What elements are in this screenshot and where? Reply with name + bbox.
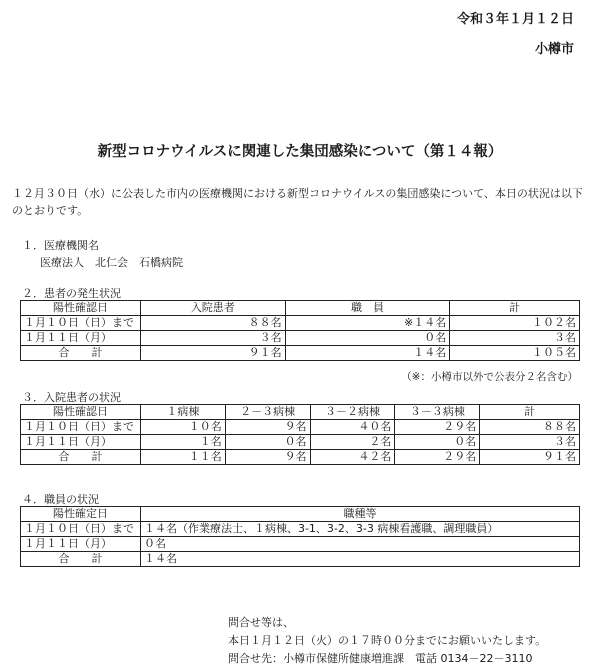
section2-heading: ２．患者の発生状況 [22,287,121,300]
detail-cell: １４名 [140,552,579,567]
staff-status-table [20,506,580,567]
table-header-row [21,405,580,420]
date-cell: １月１０日（日）まで [21,316,141,331]
table-row [21,316,580,331]
value-cell: １０２名 [450,316,580,331]
value-cell: ３名 [140,331,285,346]
value-cell: ８８名 [480,420,580,435]
intro-paragraph: １２月３０日（水）に公表した市内の医療機関における新型コロナウイルスの集団感染について、本日の状況は以下のとおりです。 [12,187,583,217]
value-cell: ９名 [225,450,310,465]
table-note: （※：小樽市以外で公表分２名含む） [401,371,578,383]
value-cell: ９１名 [480,450,580,465]
header-cell: ３－３病棟 [395,405,480,420]
header-cell: 陽性確定日 [21,507,141,522]
contact-intro: 問合せ等は、 [228,616,294,629]
inpatient-status-table [20,404,580,465]
table-total-row [21,346,580,361]
total-label: 合 計 [21,450,141,465]
header-cell: 職種等 [140,507,579,522]
date-cell: １月１１日（月） [21,435,141,450]
table-row [21,331,580,346]
value-cell: ８８名 [140,316,285,331]
value-cell: ０名 [225,435,310,450]
value-cell: １０５名 [450,346,580,361]
table-header-row [21,301,580,316]
section3-heading: ３．入院患者の状況 [22,391,121,404]
value-cell: ９名 [225,420,310,435]
table-total-row [21,552,580,567]
section1-heading: １．医療機関名 [22,239,99,252]
header-cell: １病棟 [140,405,225,420]
header-cell: 陽性確認日 [21,301,141,316]
value-cell: ４０名 [310,420,395,435]
contact-info: 問合せ先：小樽市保健所健康増進課 電話 0134－22－3110 [228,652,533,665]
value-cell: ０名 [395,435,480,450]
table-row [21,537,580,552]
value-cell: ３名 [450,331,580,346]
table-row [21,435,580,450]
value-cell: ９１名 [140,346,285,361]
document-title: 新型コロナウイルスに関連した集団感染について（第１４報） [97,144,503,160]
facility-name: 医療法人 北仁会 石橋病院 [40,256,183,269]
value-cell: ※１４名 [285,316,450,331]
table-header-row [21,507,580,522]
value-cell: ０名 [285,331,450,346]
value-cell: ３名 [480,435,580,450]
total-label: 合 計 [21,346,141,361]
value-cell: １名 [140,435,225,450]
value-cell: ２９名 [395,450,480,465]
total-label: 合 計 [21,552,141,567]
table-row [21,420,580,435]
header-cell: 計 [450,301,580,316]
value-cell: ２名 [310,435,395,450]
value-cell: １４名 [285,346,450,361]
value-cell: ４２名 [310,450,395,465]
table-row [21,522,580,537]
header-cell: 入院患者 [140,301,285,316]
header-cell: ２－３病棟 [225,405,310,420]
date-cell: １月１０日（日）まで [21,420,141,435]
date-cell: １月１０日（日）まで [21,522,141,537]
value-cell: １０名 [140,420,225,435]
value-cell: ２９名 [395,420,480,435]
date-cell: １月１１日（月） [21,331,141,346]
detail-cell: １４名（作業療法士、１病棟、3-1、3-2、3-3 病棟看護職、調理職員） [140,522,579,537]
section4-heading: ４．職員の状況 [22,493,99,506]
date-cell: １月１１日（月） [21,537,141,552]
header-cell: 計 [480,405,580,420]
document-date: 令和３年１月１２日 [456,12,574,27]
detail-cell: ０名 [140,537,579,552]
value-cell: １１名 [140,450,225,465]
patient-status-table [20,300,580,361]
table-total-row [21,450,580,465]
contact-deadline: 本日１月１２日（火）の１７時００分までにお願いいたします。 [228,634,547,647]
header-cell: 陽性確認日 [21,405,141,420]
header-cell: 職 員 [285,301,450,316]
header-cell: ３－２病棟 [310,405,395,420]
issuer-name: 小樽市 [534,42,574,57]
